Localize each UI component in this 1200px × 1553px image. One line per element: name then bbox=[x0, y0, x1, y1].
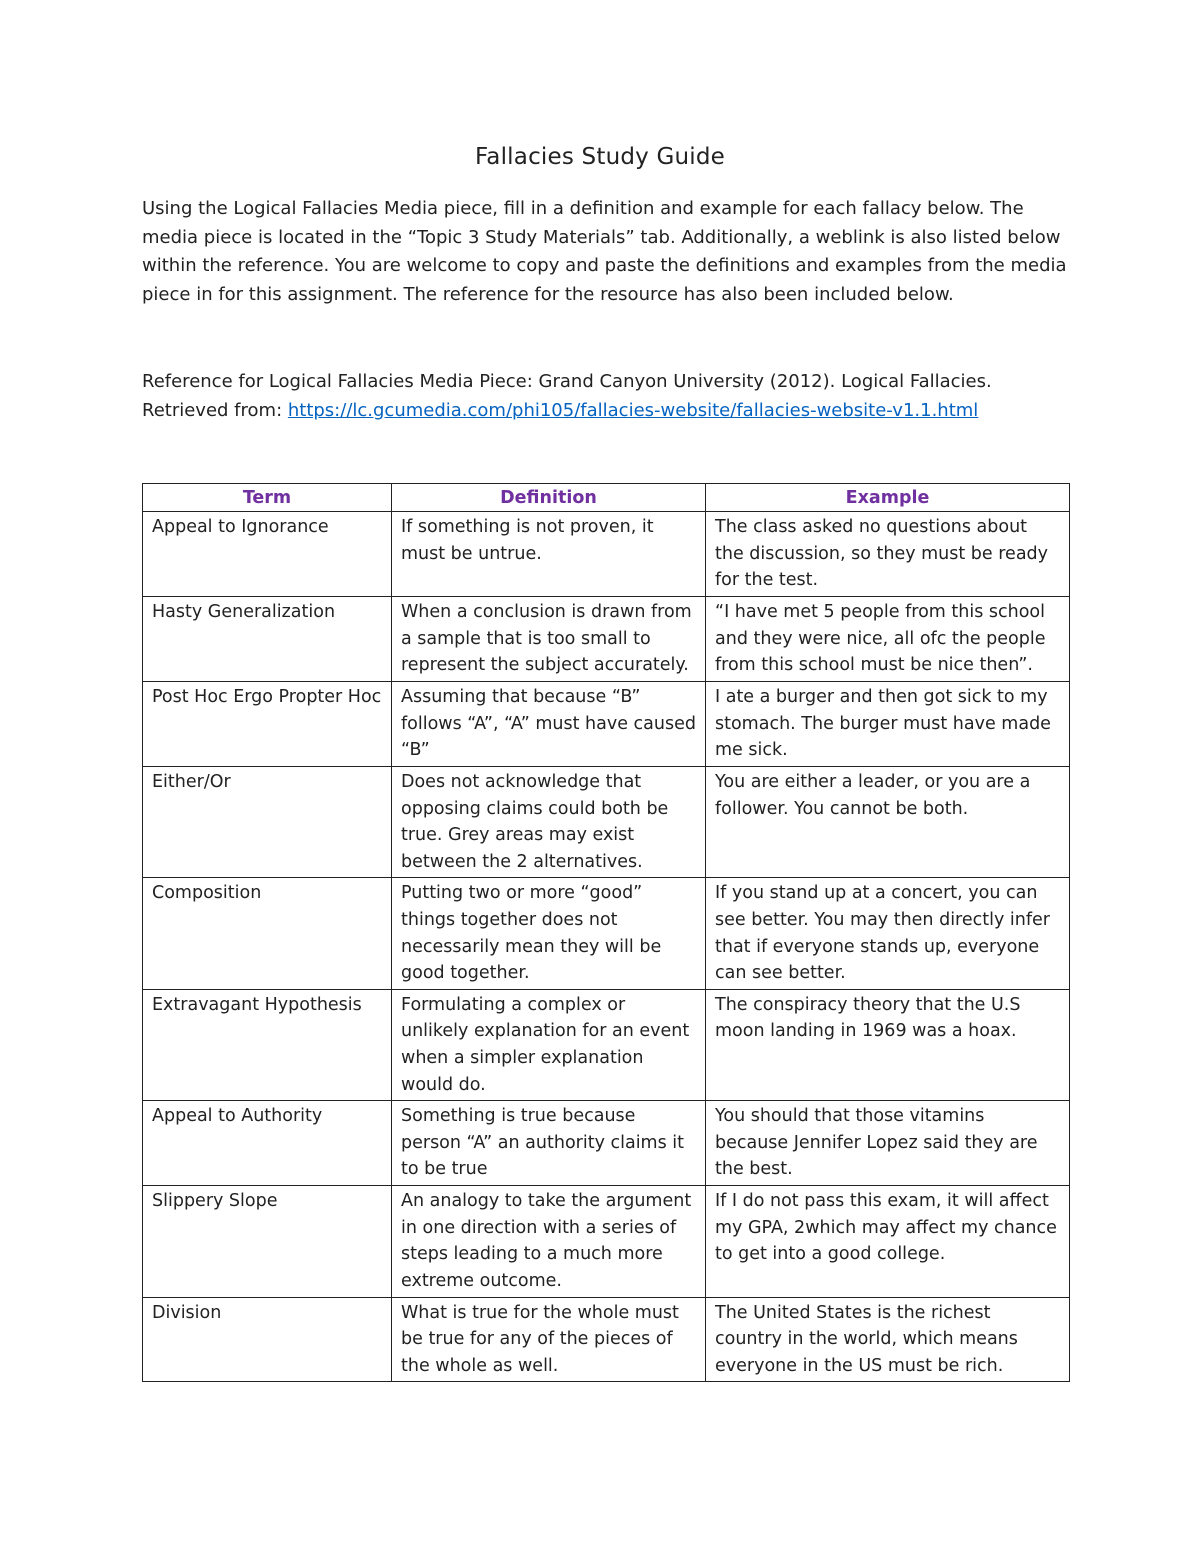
example-cell: You should that those vitamins because Jennifer Lopez said they are the best. bbox=[706, 1101, 1070, 1186]
reference-text: Reference for Logical Fallacies Media Piece: Grand Canyon University (2012). Logical Fallacies. Retrieved from: bbox=[142, 371, 992, 421]
term-cell: Hasty Generalization bbox=[143, 597, 392, 682]
header-term: Term bbox=[143, 484, 392, 512]
example-cell: You are either a leader, or you are a follower. You cannot be both. bbox=[706, 767, 1070, 878]
example-cell: I ate a burger and then got sick to my stomach. The burger must have made me sick. bbox=[706, 682, 1070, 767]
table-row bbox=[143, 682, 1070, 767]
definition-cell: Something is true because person “A” an authority claims it to be true bbox=[392, 1101, 706, 1186]
definition-cell: Formulating a complex or unlikely explanation for an event when a simpler explanation would do. bbox=[392, 989, 706, 1100]
definition-cell: Assuming that because “B” follows “A”, “A” must have caused “B” bbox=[392, 682, 706, 767]
example-cell: “I have met 5 people from this school and they were nice, all ofc the people from this school must be nice then”. bbox=[706, 597, 1070, 682]
example-cell: If you stand up at a concert, you can see better. You may then directly infer that if everyone stands up, everyone can see better. bbox=[706, 878, 1070, 989]
table-row bbox=[143, 1297, 1070, 1382]
table-row bbox=[143, 597, 1070, 682]
reference-link[interactable]: https://lc.gcumedia.com/phi105/fallacies-website/fallacies-website-v1.1.html bbox=[287, 399, 979, 421]
term-cell: Slippery Slope bbox=[143, 1186, 392, 1297]
table-row bbox=[143, 1101, 1070, 1186]
term-cell: Division bbox=[143, 1297, 392, 1382]
term-cell: Composition bbox=[143, 878, 392, 989]
term-cell: Either/Or bbox=[143, 767, 392, 878]
example-cell: The conspiracy theory that the U.S moon landing in 1969 was a hoax. bbox=[706, 989, 1070, 1100]
term-cell: Appeal to Authority bbox=[143, 1101, 392, 1186]
intro-paragraph: Using the Logical Fallacies Media piece, fill in a definition and example for each fallacy below. The media piece is located in the “Topic 3 Study Materials” tab. Additionally, a weblink is also listed below within the reference. You are welcome to copy and paste the definitions and examples from the media piece in for this assignment. The reference for the resource has also been included below. bbox=[142, 198, 1067, 305]
definition-cell: Putting two or more “good” things together does not necessarily mean they will be good together. bbox=[392, 878, 706, 989]
table-row bbox=[143, 767, 1070, 878]
definition-cell: An analogy to take the argument in one direction with a series of steps leading to a much more extreme outcome. bbox=[392, 1186, 706, 1297]
example-cell: If I do not pass this exam, it will affect my GPA, 2which may affect my chance to get into a good college. bbox=[706, 1186, 1070, 1297]
term-cell: Post Hoc Ergo Propter Hoc bbox=[143, 682, 392, 767]
reference-paragraph bbox=[142, 368, 1072, 425]
table-row bbox=[143, 512, 1070, 597]
page-title: Fallacies Study Guide bbox=[474, 144, 726, 170]
header-example: Example bbox=[706, 484, 1070, 512]
table-row bbox=[143, 989, 1070, 1100]
term-cell: Extravagant Hypothesis bbox=[143, 989, 392, 1100]
example-cell: The United States is the richest country in the world, which means everyone in the US must be rich. bbox=[706, 1297, 1070, 1382]
header-definition: Definition bbox=[392, 484, 706, 512]
fallacies-table bbox=[142, 483, 1070, 1382]
example-cell: The class asked no questions about the discussion, so they must be ready for the test. bbox=[706, 512, 1070, 597]
table-header-row bbox=[143, 484, 1070, 512]
table-row bbox=[143, 1186, 1070, 1297]
term-cell: Appeal to Ignorance bbox=[143, 512, 392, 597]
definition-cell: Does not acknowledge that opposing claims could both be true. Grey areas may exist between the 2 alternatives. bbox=[392, 767, 706, 878]
definition-cell: If something is not proven, it must be untrue. bbox=[392, 512, 706, 597]
definition-cell: What is true for the whole must be true for any of the pieces of the whole as well. bbox=[392, 1297, 706, 1382]
table-row bbox=[143, 878, 1070, 989]
definition-cell: When a conclusion is drawn from a sample that is too small to represent the subject accurately. bbox=[392, 597, 706, 682]
